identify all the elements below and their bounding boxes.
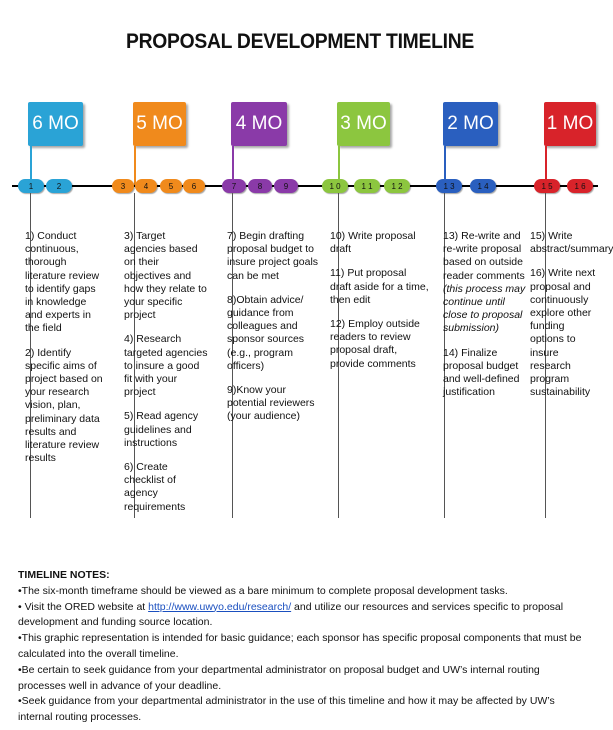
task-5: 5) Read agency guidelines and instructions [124,410,199,449]
step-dot-8: 8 [248,179,272,193]
task-13: 13) Re-write and re-write proposal based on outside reader comments (this process may continue until close to proposal submission) [443,230,526,335]
task-15: 15) Write abstract/summary [530,230,613,256]
step-dot-16: 1 6 [567,179,593,193]
task-2: 2) Identify specific aims of project based on your research vision, plan, preliminary data results and literature review results [25,346,103,465]
column-4mo-tasks [227,230,319,435]
step-dot-4: 4 [135,179,157,193]
step-dot-2: 2 [46,179,72,193]
column-1mo-tasks [530,230,613,410]
note-item: •Be certain to seek guidance from your departmental administrator on proposal budget and UW’s internal routing processes well in advance of your deadline. [18,663,540,692]
notes-heading: TIMELINE NOTES: [18,569,110,581]
phase-6mo-box: 6 MO [28,102,83,146]
column-3mo-tasks [330,230,430,382]
task-8: 8)Obtain advice/ guidance from colleagues and sponsor sources (e.g., program officers) [227,293,305,372]
step-dot-12: 1 2 [384,179,410,193]
task-12: 12) Employ outside readers to review proposal draft, provide comments [330,318,420,370]
column-6mo-tasks [25,230,105,476]
step-dot-14: 1 4 [470,179,496,193]
task-14: 14) Finalize proposal budget and well-defined justification [443,346,520,399]
phase-1mo-box: 1 MO [544,102,596,146]
task-16: 16) Write next proposal and continuously explore other funding options to insure research program sustainability [530,267,596,399]
ored-website-link[interactable]: http://www.uwyo.edu/research/ [148,600,292,613]
step-dot-13: 1 3 [436,179,462,193]
step-dot-6: 6 [183,179,205,193]
step-dot-15: 1 5 [534,179,560,193]
step-dot-3: 3 [112,179,134,193]
step-dot-10: 1 0 [322,179,348,193]
phase-4mo-box: 4 MO [231,102,287,146]
phase-3mo-box: 3 MO [337,102,390,146]
column-2mo-tasks [443,230,527,410]
note-item: • Visit the ORED website at http://www.uwyo.edu/research/ and utilize our resources and services specific to proposal development and funding source location. [18,600,564,629]
step-dot-9: 9 [274,179,298,193]
phase-2mo-box: 2 MO [443,102,498,146]
note-item: •This graphic representation is intended for basic guidance; each sponsor has specific proposal components that must be calculated into the overall timeline. [18,632,582,660]
task-6: 6) Create checklist of agency requirements [124,461,186,513]
phase-5mo-box: 5 MO [133,102,186,146]
step-dot-5: 5 [160,179,182,193]
column-5mo-tasks [124,230,208,525]
task-11: 11) Put proposal draft aside for a time, then edit [330,267,429,306]
note-item: •Seek guidance from your departmental administrator in the use of this timeline and how it may be affected by UW’s internal routing processes. [18,695,555,724]
task-13-note: (this process may continue until close to proposal submission) [443,282,526,335]
note-item: •The six-month timeframe should be viewed as a bare minimum to complete proposal development tasks. [18,584,508,597]
step-dot-7: 7 [222,179,246,193]
page-title: PROPOSAL DEVELOPMENT TIMELINE [125,30,475,53]
task-1: 1) Conduct continuous, thorough literature review to identify gaps in knowledge and experts in the field [25,230,100,335]
task-10: 10) Write proposal draft [330,230,416,256]
task-3: 3) Target agencies based on their objectives and how they relate to your specific project [124,230,207,322]
task-4: 4) Research targeted agencies to insure a good fit with your project [124,333,208,399]
task-7: 7) Begin drafting proposal budget to insure project goals can be met [227,230,319,282]
step-dot-11: 1 1 [354,179,380,193]
step-dot-1: 1 [18,179,44,193]
phase-5mo-connector [134,146,136,186]
timeline-axis [12,185,598,187]
task-9: 9)Know your potential reviewers (your audience) [227,384,315,423]
timeline-notes [18,568,590,726]
